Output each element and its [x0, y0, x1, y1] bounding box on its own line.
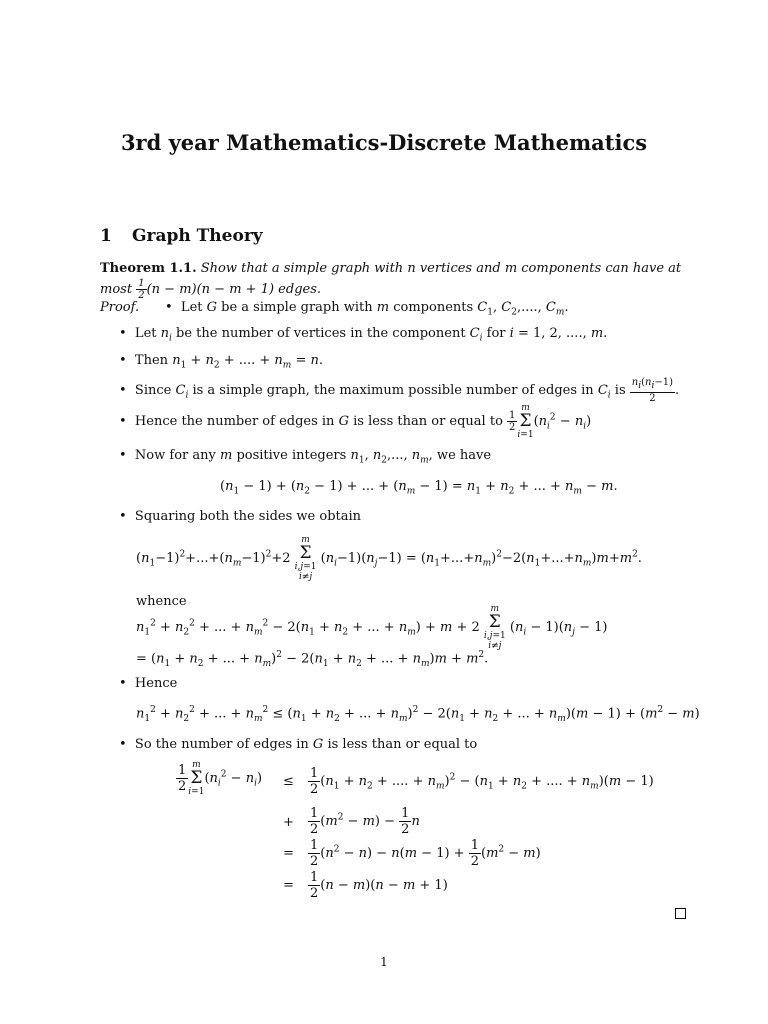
theorem-1-1 [100, 259, 690, 301]
theorem-label: Theorem 1.1. [100, 261, 197, 276]
theorem-statement: Show that a simple graph with n vertices and m components can have at most $\frac{1}{2}$ (n − m)(n − m + 1) edges. [100, 261, 682, 301]
equation-whence-2: = ($n_1 + n_2$ + ... + $n_m)^2 - 2(n_1 + n_2$ + ... + $n_m)m + m^2$. [136, 650, 489, 669]
bullet-1: • Let G be a simple graph with m components $C_1$, $C_2$,...., $C_m$. [165, 300, 569, 318]
aligned-line-3: $\frac{1}{2}$ $(n^2 - n) - n(m - 1)$ + $\frac{1}{2}$ $(m^2 - m)$ [310, 838, 541, 869]
whence-label: whence [136, 594, 187, 609]
relation-eq-1: = [283, 846, 294, 861]
aligned-lhs: $\frac{1}{2}$ m Σ i=1 $(n_i^2 - n_i)$ [178, 760, 263, 797]
equation-squared: $(n_1-1)^2+...+(n_m-1)^2+2$ m Σ i,j=1 i≠j $(n_i-1)(n_j-1) = (n_1+...+n_m)^2-2(n_1+...+n_m)m+m^2$. [136, 535, 642, 582]
proof-label: Proof. [100, 300, 140, 315]
aligned-line-4: $\frac{1}{2}$ (n − m)(n − m + 1) [310, 870, 448, 901]
bullet-9: • So the number of edges in G is less than or equal to [119, 737, 478, 752]
qed-box-icon [675, 908, 686, 919]
bullet-3: • Then $n_1 + n_2$ + .... + $n_m = n$. [119, 353, 324, 371]
bullet-7: • Squaring both the sides we obtain [119, 509, 362, 524]
bullet-6: • Now for any m positive integers $n_1$, $n_2$,..., $n_m$, we have [119, 448, 492, 466]
page-number: 1 [380, 955, 388, 969]
relation-eq-2: = [283, 878, 294, 893]
equation-sum-identity: $(n_1 - 1) + (n_2 - 1)$ + ... + $(n_m - 1) = n_1 + n_2$ + ... + $n_m - m$. [220, 479, 618, 497]
relation-plus: + [283, 815, 294, 830]
relation-leq: ≤ [283, 774, 294, 789]
bullet-8: • Hence [119, 676, 178, 691]
section-title: Graph Theory [132, 226, 263, 246]
equation-whence-1: $n_1^2 + n_2^2$ + ... + $n_m^2 - 2(n_1 + n_2$ + ... + $n_m) + m + 2$ m Σ i,j=1 i≠j $(n_i - 1)(n_j - 1)$ [136, 604, 608, 651]
equation-inequality: $n_1^2 + n_2^2$ + ... + $n_m^2 \le (n_1 + n_2$ + ... + $n_m)^2 - 2(n_1 + n_2$ + ... + $n_m)(m - 1) + (m^2 - m)$ [136, 705, 700, 724]
section-heading [100, 226, 263, 246]
bullet-5: • Hence the number of edges in G is less than or equal to $\frac{1}{2}$ m Σ i=1 $(n_i^2 - n_i)$ [119, 403, 592, 440]
bullet-4: • Since $C_i$ is a simple graph, the maximum possible number of edges in $C_i$ is $\frac{n_i(n_i-1)}{2}$ . [119, 377, 680, 404]
aligned-line-2: $\frac{1}{2}$ $(m^2 - m)$ − $\frac{1}{2}$ n [310, 806, 420, 837]
bullet-2: • Let $n_i$ be the number of vertices in the component $C_i$ for i = 1, 2, ...., m. [119, 326, 608, 344]
aligned-line-1: $\frac{1}{2}$ ($n_1 + n_2$ + .... + $n_m)^2 - (n_1 + n_2$ + .... + $n_m)(m - 1)$ [310, 766, 654, 797]
page-title: 3rd year Mathematics-Discrete Mathematics [120, 130, 648, 155]
section-number: 1 [100, 226, 112, 246]
